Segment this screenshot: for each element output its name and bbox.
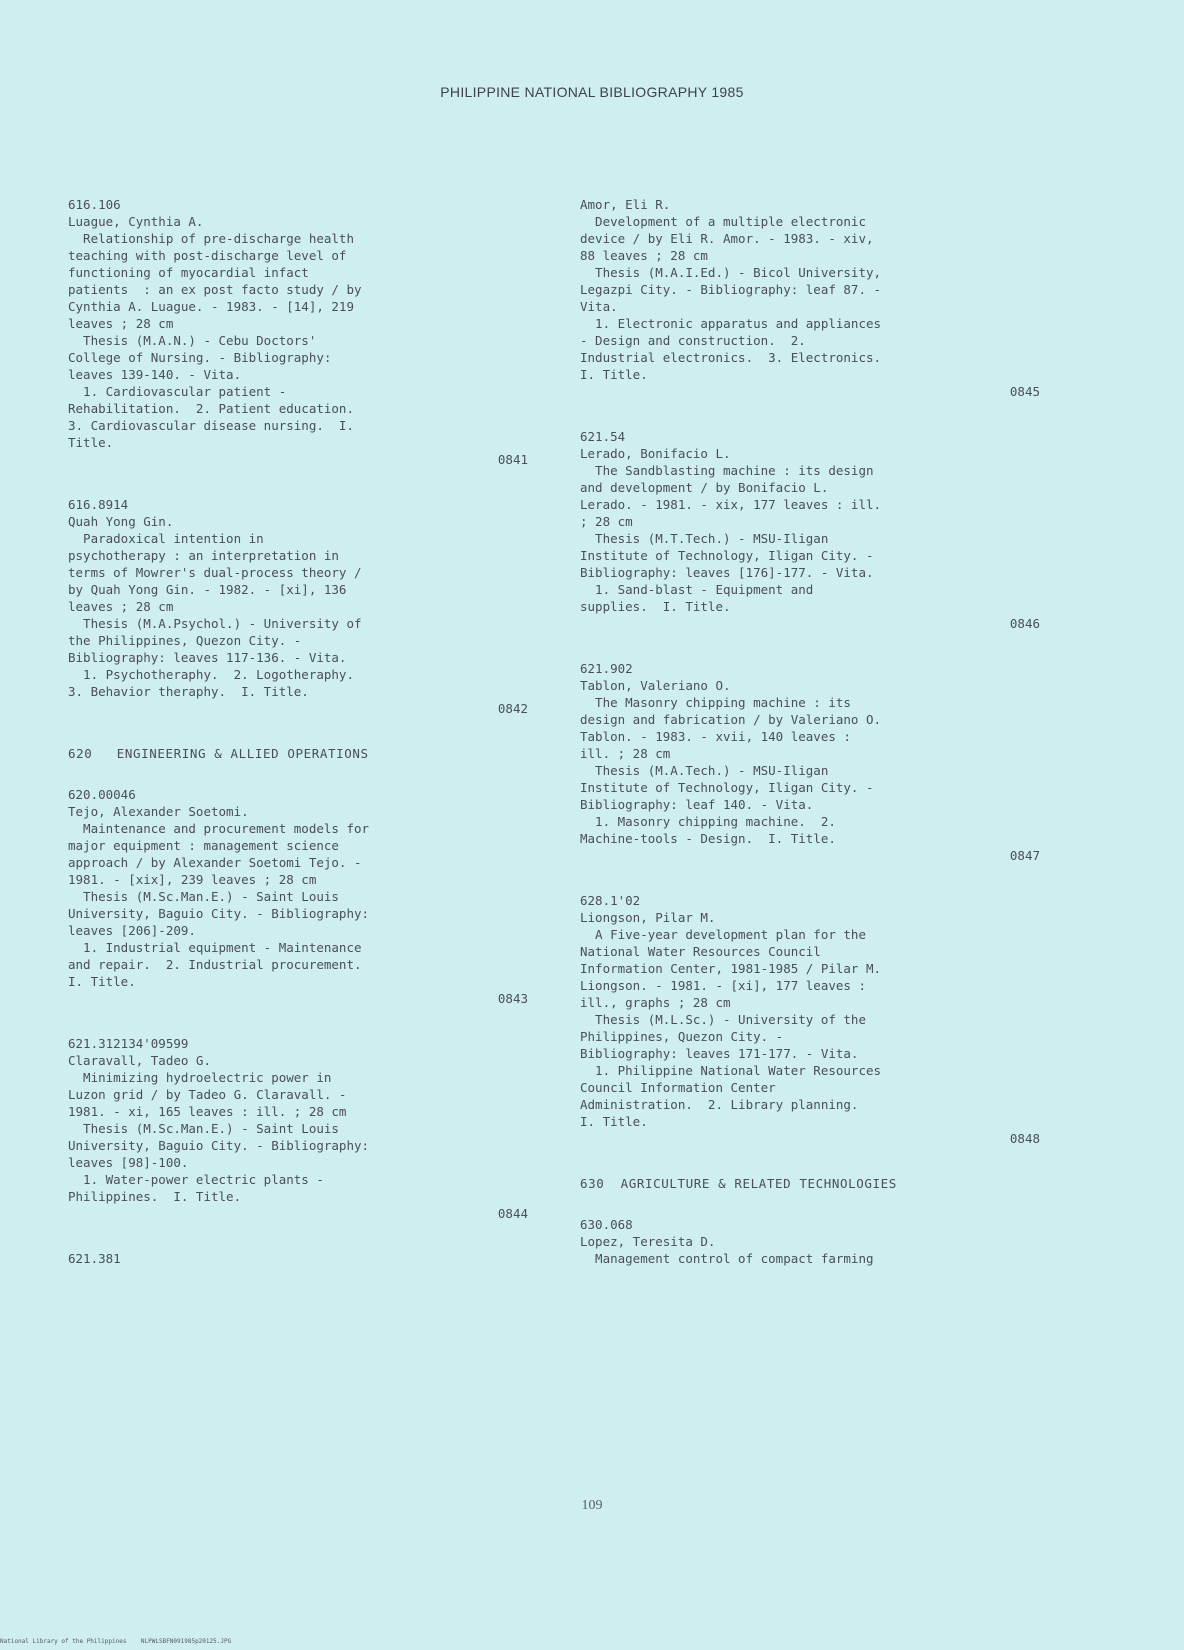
entry-line: 620.00046 [68, 787, 136, 802]
entry-number: 0846 [1009, 616, 1040, 631]
entry-line: I. Title. [580, 1114, 648, 1129]
entry-line: University, Baguio City. - Bibliography: [68, 1138, 370, 1153]
entry-line: Liongson. - 1981. - [xi], 177 leaves : [580, 978, 866, 993]
entry-line: ; 28 cm [580, 514, 633, 529]
entry-line: Title. [68, 435, 114, 450]
entry-line: leaves [206]-209. [68, 923, 196, 938]
entry-line: Industrial electronics. 3. Electronics. [580, 350, 882, 365]
entry-line: major equipment : management science [68, 838, 339, 853]
entry-line: Cynthia A. Luague. - 1983. - [14], 219 [68, 299, 354, 314]
bibliography-entry [580, 196, 1040, 400]
entry-line: Legazpi City. - Bibliography: leaf 87. - [580, 282, 882, 297]
entry-line: 1. Sand-blast - Equipment and [580, 582, 814, 597]
entry-line: A Five-year development plan for the [580, 927, 866, 942]
entry-line: 1. Philippine National Water Resources [580, 1063, 882, 1078]
entry-line: Paradoxical intention in [68, 531, 264, 546]
entry-line: 1. Electronic apparatus and appliances [580, 316, 882, 331]
entry-line: Thesis (M.A.Tech.) - MSU-Iligan [580, 763, 829, 778]
entry-line: Thesis (M.L.Sc.) - University of the [580, 1012, 866, 1027]
entry-line: leaves 139-140. - Vita. [68, 367, 242, 382]
call-number: 621.381 [68, 1251, 121, 1266]
entry-line: Luzon grid / by Tadeo G. Claravall. - [68, 1087, 347, 1102]
page-header: PHILIPPINE NATIONAL BIBLIOGRAPHY 1985 [440, 84, 744, 100]
entry-line: Bibliography: leaf 140. - Vita. [580, 797, 814, 812]
entry-line: Luague, Cynthia A. [68, 214, 204, 229]
entry-line: Rehabilitation. 2. Patient education. [68, 401, 354, 416]
entry-line: Tablon. - 1983. - xvii, 140 leaves : [580, 729, 851, 744]
entry-line: ill. ; 28 cm [580, 746, 671, 761]
entry-line: Philippines, Quezon City. - [580, 1029, 784, 1044]
bibliography-entry [68, 786, 528, 1007]
entry-line: Vita. [580, 299, 618, 314]
entry-line: by Quah Yong Gin. - 1982. - [xi], 136 [68, 582, 347, 597]
entry-line: teaching with post-discharge level of [68, 248, 347, 263]
entry-number: 0842 [497, 701, 528, 716]
entry-line: Maintenance and procurement models for [68, 821, 370, 836]
entry-number: 0847 [1009, 848, 1040, 863]
entry-line: supplies. I. Title. [580, 599, 731, 614]
entry-line: and development / by Bonifacio L. [580, 480, 829, 495]
entry-line: Institute of Technology, Iligan City. - [580, 780, 874, 795]
entry-line: Lopez, Teresita D. [580, 1234, 716, 1249]
entry-line: The Sandblasting machine : its design [580, 463, 874, 478]
entry-line: College of Nursing. - Bibliography: [68, 350, 332, 365]
entry-line: leaves [98]-100. [68, 1155, 189, 1170]
entry-line: Claravall, Tadeo G. [68, 1053, 211, 1068]
entry-line: and repair. 2. Industrial procurement. [68, 957, 362, 972]
entry-line: leaves ; 28 cm [68, 599, 174, 614]
entry-line: 3. Cardiovascular disease nursing. I. [68, 418, 354, 433]
entry-line: 630.068 [580, 1217, 633, 1232]
entry-line: Thesis (M.Sc.Man.E.) - Saint Louis [68, 1121, 339, 1136]
entry-line: 616.106 [68, 197, 121, 212]
entry-line: Bibliography: leaves 117-136. - Vita. [68, 650, 347, 665]
entry-line: I. Title. [68, 974, 136, 989]
entry-line: 1. Cardiovascular patient - [68, 384, 287, 399]
entry-line: leaves ; 28 cm [68, 316, 174, 331]
entry-line: 621.902 [580, 661, 633, 676]
bibliography-entry [580, 428, 1040, 632]
entry-line: 1. Industrial equipment - Maintenance [68, 940, 362, 955]
entry-line: Bibliography: leaves [176]-177. - Vita. [580, 565, 874, 580]
entry-line: Relationship of pre-discharge health [68, 231, 354, 246]
entry-line: 1. Masonry chipping machine. 2. [580, 814, 836, 829]
entry-line: Amor, Eli R. [580, 197, 671, 212]
entry-line: Institute of Technology, Iligan City. - [580, 548, 874, 563]
footer-caption: National Library of the Philippines NLPWLSBFN091985p20125.JPG [0, 1638, 232, 1645]
entry-line: 3. Behavior theraphy. I. Title. [68, 684, 309, 699]
entry-line: - Design and construction. 2. [580, 333, 806, 348]
entry-line: Lerado. - 1981. - xix, 177 leaves : ill. [580, 497, 882, 512]
entry-line: psychotherapy : an interpretation in [68, 548, 339, 563]
entry-line: Philippines. I. Title. [68, 1189, 242, 1204]
entry-line: The Masonry chipping machine : its [580, 695, 851, 710]
entry-line: Administration. 2. Library planning. [580, 1097, 859, 1112]
entry-line: 1981. - [xix], 239 leaves ; 28 cm [68, 872, 317, 887]
entry-line: I. Title. [580, 367, 648, 382]
entry-line: 88 leaves ; 28 cm [580, 248, 708, 263]
entry-line: the Philippines, Quezon City. - [68, 633, 302, 648]
entry-line: Thesis (M.A.N.) - Cebu Doctors' [68, 333, 317, 348]
bibliography-entry [68, 196, 528, 468]
bibliography-entry [580, 1216, 1040, 1267]
section-heading: 620 ENGINEERING & ALLIED OPERATIONS [68, 746, 369, 761]
left-column [68, 196, 528, 1267]
entry-line: design and fabrication / by Valeriano O. [580, 712, 882, 727]
entry-line: National Water Resources Council [580, 944, 821, 959]
entry-line: Thesis (M.A.I.Ed.) - Bicol University, [580, 265, 882, 280]
entry-line: Liongson, Pilar M. [580, 910, 716, 925]
entry-line: Information Center, 1981-1985 / Pilar M. [580, 961, 882, 976]
entry-line: Quah Yong Gin. [68, 514, 174, 529]
entry-line: Machine-tools - Design. I. Title. [580, 831, 836, 846]
entry-line: ill., graphs ; 28 cm [580, 995, 731, 1010]
entry-line: Tejo, Alexander Soetomi. [68, 804, 249, 819]
entry-line: 616.8914 [68, 497, 129, 512]
entry-line: 1981. - xi, 165 leaves : ill. ; 28 cm [68, 1104, 347, 1119]
entry-line: 621.54 [580, 429, 626, 444]
entry-line: 621.312134'09599 [68, 1036, 189, 1051]
entry-line: functioning of myocardial infact [68, 265, 309, 280]
entry-line: 628.1'02 [580, 893, 641, 908]
entry-line: Bibliography: leaves 171-177. - Vita. [580, 1046, 859, 1061]
entry-line: Thesis (M.T.Tech.) - MSU-Iligan [580, 531, 829, 546]
entry-line: approach / by Alexander Soetomi Tejo. - [68, 855, 362, 870]
entry-line: patients : an ex post facto study / by [68, 282, 362, 297]
entry-line: 1. Psychotheraphy. 2. Logotheraphy. [68, 667, 354, 682]
entry-line: Thesis (M.A.Psychol.) - University of [68, 616, 362, 631]
entry-line: 1. Water-power electric plants - [68, 1172, 324, 1187]
entry-line: Tablon, Valeriano O. [580, 678, 731, 693]
entry-line: Management control of compact farming [580, 1251, 874, 1266]
entry-number: 0848 [1009, 1131, 1040, 1146]
bibliography-entry [580, 892, 1040, 1147]
page-number: 109 [581, 1498, 603, 1513]
entry-line: terms of Mowrer's dual-process theory / [68, 565, 362, 580]
section-heading: 630 AGRICULTURE & RELATED TECHNOLOGIES [580, 1176, 897, 1191]
entry-line: University, Baguio City. - Bibliography: [68, 906, 370, 921]
bibliography-entry [580, 660, 1040, 864]
entry-number: 0841 [497, 452, 528, 467]
entry-line: Thesis (M.Sc.Man.E.) - Saint Louis [68, 889, 339, 904]
entry-line: device / by Eli R. Amor. - 1983. - xiv, [580, 231, 874, 246]
bibliography-entry [68, 496, 528, 717]
entry-number: 0843 [497, 991, 528, 1006]
entry-line: Lerado, Bonifacio L. [580, 446, 731, 461]
entry-number: 0845 [1009, 384, 1040, 399]
right-column [580, 196, 1040, 1295]
entry-line: Development of a multiple electronic [580, 214, 866, 229]
entry-line: Council Information Center [580, 1080, 776, 1095]
entry-line: Minimizing hydroelectric power in [68, 1070, 332, 1085]
bibliography-entry [68, 1035, 528, 1222]
entry-number: 0844 [497, 1206, 528, 1221]
